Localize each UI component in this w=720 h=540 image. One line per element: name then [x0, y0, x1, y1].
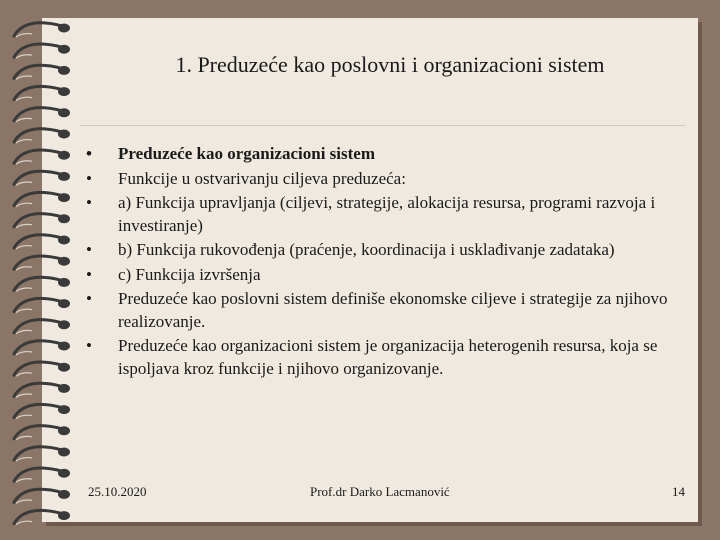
binding-ring: [14, 426, 70, 440]
spiral-binding-icon: [0, 0, 80, 540]
binding-ring: [14, 510, 70, 524]
binding-ring: [14, 404, 70, 418]
binding-ring: [14, 298, 70, 312]
bullet-text: c) Funkcija izvršenja: [118, 264, 261, 284]
bullet-dot: •: [86, 336, 92, 355]
binding-ring: [14, 489, 70, 503]
binding-ring: [14, 65, 70, 79]
binding-ring: [14, 277, 70, 291]
footer-page-number: 14: [672, 484, 685, 499]
binding-ring: [14, 235, 70, 249]
bullet-dot: •: [86, 264, 92, 284]
bullet-dot: •: [86, 144, 92, 163]
bullet-text: a) Funkcija upravljanja (ciljevi, strategije, alokacija resursa, programi razvoja i investiranje): [118, 193, 656, 235]
binding-ring: [14, 256, 70, 270]
bullet-text: Funkcije u ostvarivanju ciljeva preduzeća:: [118, 168, 406, 188]
bullet-dot: •: [86, 168, 92, 188]
binding-ring: [14, 171, 70, 185]
bullet-dot: •: [86, 240, 92, 259]
slide-title: 1. Preduzeće kao poslovni i organizacioni sistem: [175, 52, 605, 77]
bullet-item: [84, 288, 684, 333]
binding-ring: [14, 320, 70, 334]
binding-ring: [14, 86, 70, 100]
bullet-text: b) Funkcija rukovođenja (praćenje, koordinacija i usklađivanje zadataka): [118, 240, 615, 259]
binding-ring: [14, 468, 70, 482]
binding-ring: [14, 23, 70, 37]
bullet-item: [84, 168, 684, 191]
binding-ring: [14, 214, 70, 228]
binding-ring: [14, 341, 70, 355]
bullet-text: Preduzeće kao organizacioni sistem je organizacija heterogenih resursa, koja se ispoljava kroz funkcije i njihovo organizovanje.: [118, 336, 658, 378]
bullet-text: Preduzeće kao poslovni sistem definiše ekonomske ciljeve i strategije za njihovo realizovanje.: [118, 289, 668, 331]
binding-ring: [14, 383, 70, 397]
binding-ring: [14, 108, 70, 122]
bullet-item: [84, 335, 684, 380]
bullet-item: [84, 143, 684, 166]
footer-author: Prof.dr Darko Lacmanović: [310, 484, 450, 499]
binding-ring: [14, 44, 70, 58]
binding-ring: [14, 129, 70, 143]
bullet-item: [84, 264, 684, 287]
footer-date: 25.10.2020: [88, 484, 147, 499]
bullet-item: [84, 192, 684, 237]
title-divider: [80, 125, 685, 126]
bullet-dot: •: [86, 193, 92, 212]
bullet-item: [84, 239, 684, 262]
binding-ring: [14, 150, 70, 164]
binding-ring: [14, 362, 70, 376]
bullet-dot: •: [86, 289, 92, 308]
bullet-text: Preduzeće kao organizacioni sistem: [118, 144, 376, 163]
binding-ring: [14, 192, 70, 206]
bullet-list: [84, 143, 684, 382]
binding-ring: [14, 447, 70, 461]
